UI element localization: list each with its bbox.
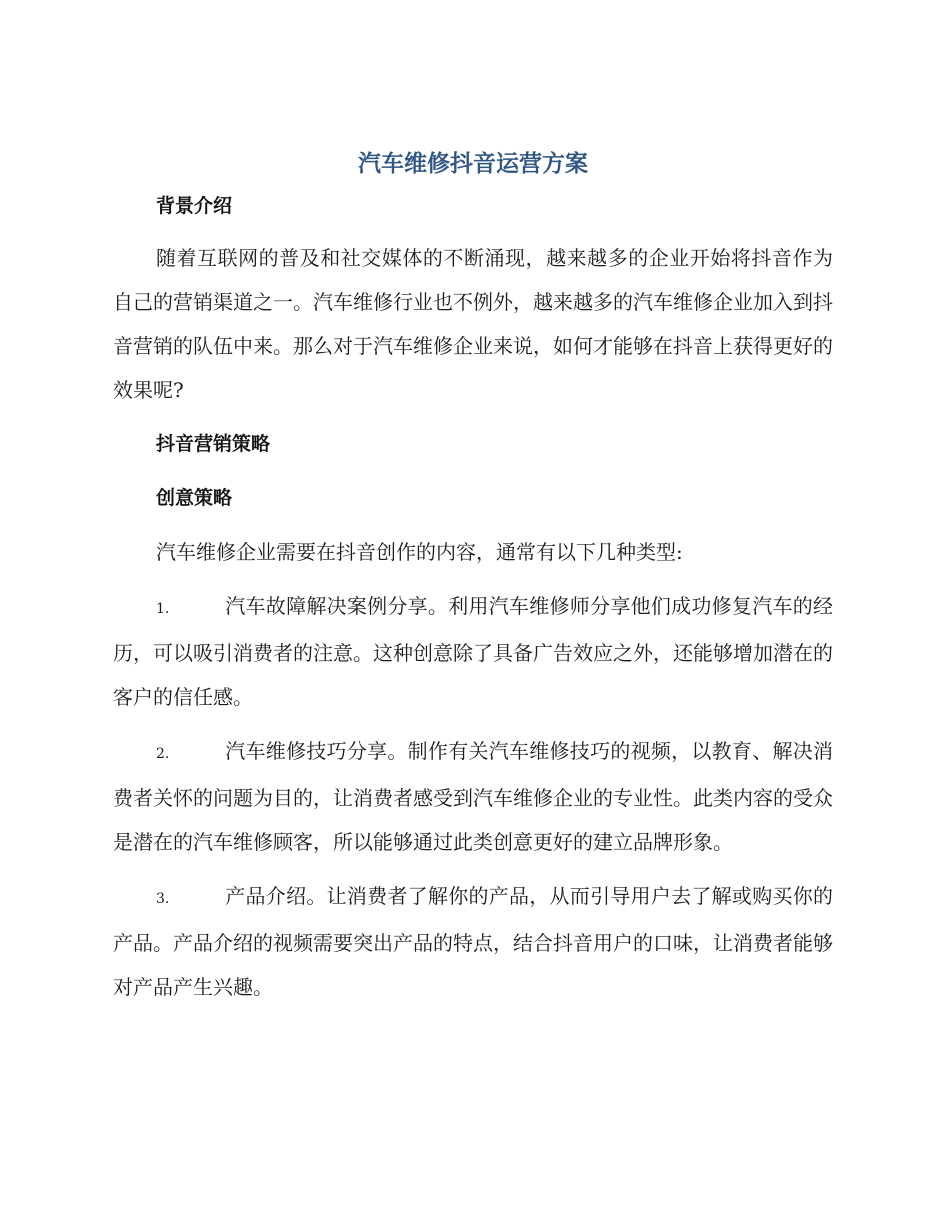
document-title: 汽车维修抖音运营方案 [358,151,588,177]
list-item-text: 汽车维修技巧分享。制作有关汽车维修技巧的视频，以教育、解决消费者关怀的问题为目的，让消费者感受到汽车维修企业的专业性。此类内容的受众是潜在的汽车维修顾客，所以能够通过此类创意更好的建立品牌形象。 [113,739,833,854]
creative-intro-paragraph: 汽车维修企业需要在抖音创作的内容，通常有以下几种类型: [156,540,683,564]
spacer [113,412,833,424]
spacer [113,464,833,478]
list-item-3 [113,874,833,1009]
document-content [113,142,833,1009]
list-number: 3. [156,891,170,907]
list-item-2 [113,729,833,864]
list-item-1 [113,584,833,719]
list-number: 2. [156,746,170,762]
spacer [113,864,833,874]
section-heading-creative: 创意策略 [156,487,233,509]
spacer [113,574,833,584]
list-item-text: 产品介绍。让消费者了解你的产品，从而引导用户去了解或购买你的产品。产品介绍的视频需要突出产品的特点，结合抖音用户的口味，让消费者能够对产品产生兴趣。 [113,884,833,999]
background-paragraph: 随着互联网的普及和社交媒体的不断涌现，越来越多的企业开始将抖音作为自己的营销渠道之一。汽车维修行业也不例外，越来越多的汽车维修企业加入到抖音营销的队伍中来。那么对于汽车维修企业来说，如何才能够在抖音上获得更好的效果呢? [113,246,833,402]
spacer [113,226,833,236]
section-heading-background: 背景介绍 [156,195,233,217]
section-heading-strategy: 抖音营销策略 [156,433,271,455]
list-item-text: 汽车故障解决案例分享。利用汽车维修师分享他们成功修复汽车的经历，可以吸引消费者的注意。这种创意除了具备广告效应之外，还能够增加潜在的客户的信任感。 [113,594,833,709]
spacer [113,518,833,530]
list-number: 1. [156,601,170,617]
spacer [113,719,833,729]
